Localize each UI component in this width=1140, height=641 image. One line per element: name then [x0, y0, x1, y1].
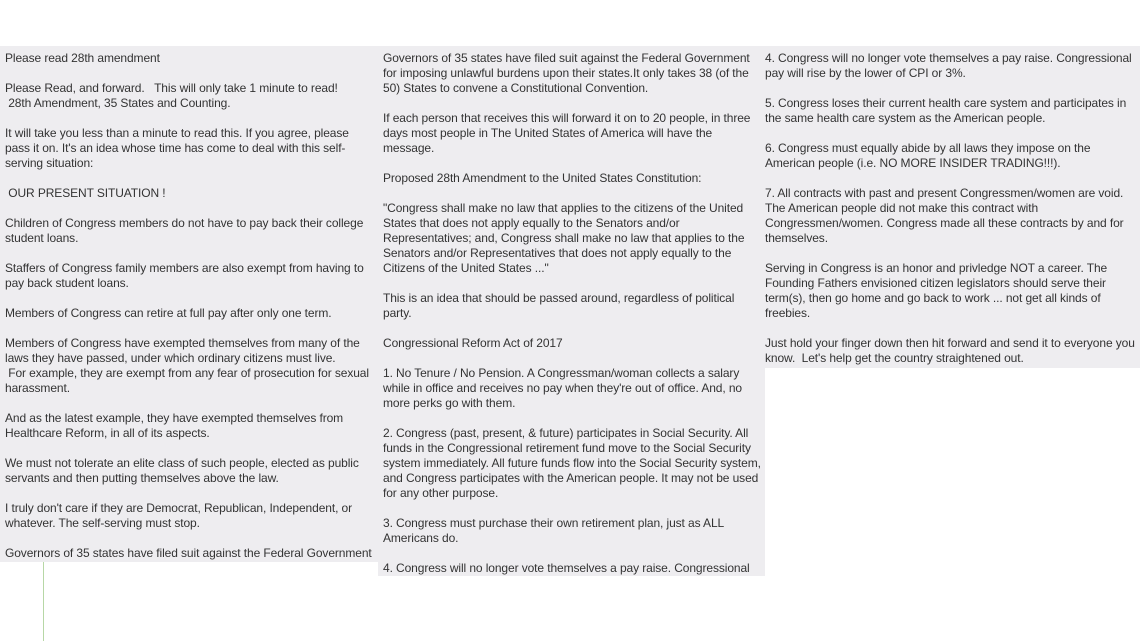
- text-column-2: [378, 46, 765, 576]
- list-item: 5. Congress loses their current health care system and participates in the same health care system as the American people.: [765, 96, 1130, 125]
- paragraph: Proposed 28th Amendment to the United States Constitution:: [383, 171, 702, 185]
- text-column-3: [760, 46, 1140, 368]
- list-item: 2. Congress (past, present, & future) participates in Social Security. All funds in the Congressional retirement fund move to the Social Security system immediately. All future funds flow into the Social Security system, and Congress participates with the American people. It may not be used for any other purpose.: [383, 426, 765, 500]
- list-item: 1. No Tenure / No Pension. A Congressman/woman collects a salary while in office and receives no pay when they're out of office. And, no more perks go with them.: [383, 366, 746, 410]
- paragraph: Governors of 35 states have filed suit against the Federal Government: [5, 546, 372, 560]
- paragraph: Staffers of Congress family members are also exempt from having to pay back student loans.: [5, 261, 367, 290]
- text-column-1: [0, 46, 378, 562]
- paragraph: Please read 28th amendment: [5, 51, 160, 65]
- paragraph: We must not tolerate an elite class of such people, elected as public servants and then putting themselves above the law.: [5, 456, 362, 485]
- list-item: 4. Congress will no longer vote themselves a pay raise. Congressional: [383, 561, 750, 575]
- paragraph: Members of Congress have exempted themselves from many of the laws they have passed, under which ordinary citizens must live. For example, they are exempt from any fear of prosecution for sexual harassment.: [5, 336, 369, 395]
- vertical-divider: [43, 562, 44, 641]
- paragraph: Governors of 35 states have filed suit against the Federal Government for imposing unlawful burdens upon their states.It only takes 38 (of the 50) States to convene a Constitutional Convention.: [383, 51, 753, 95]
- paragraph: Members of Congress can retire at full pay after only one term.: [5, 306, 332, 320]
- amendment-quote: "Congress shall make no law that applies to the citizens of the United States that does not apply equally to the Senators and/or Representatives; and, Congress shall make no law that applies to the Senators and/or Representatives that does not apply equally to the Citizens of the United States ...": [383, 201, 748, 275]
- section-heading: OUR PRESENT SITUATION !: [5, 186, 166, 200]
- paragraph: If each person that receives this will forward it on to 20 people, in three days most people in The United States of America will have the message.: [383, 111, 754, 155]
- paragraph: Children of Congress members do not have to pay back their college student loans.: [5, 216, 367, 245]
- paragraph: I truly don't care if they are Democrat, Republican, Independent, or whatever. The self-serving must stop.: [5, 501, 356, 530]
- paragraph: Serving in Congress is an honor and privledge NOT a career. The Founding Fathers envisioned citizen legislators should serve their term(s), then go home and go back to work ... not get all kinds of freebies.: [765, 261, 1111, 320]
- section-heading: Congressional Reform Act of 2017: [383, 336, 563, 350]
- list-item: 7. All contracts with past and present Congressmen/women are void. The American people did not make this contract with Congressmen/women. Congress made all these contracts by and for themselves.: [765, 186, 1127, 245]
- paragraph: This is an idea that should be passed around, regardless of political party.: [383, 291, 738, 320]
- list-item: 4. Congress will no longer vote themselves a pay raise. Congressional pay will rise by the lower of CPI or 3%.: [765, 51, 1135, 80]
- paragraph: And as the latest example, they have exempted themselves from Healthcare Reform, in all of its aspects.: [5, 411, 347, 440]
- list-item: 3. Congress must purchase their own retirement plan, just as ALL Americans do.: [383, 516, 727, 545]
- list-item: 6. Congress must equally abide by all laws they impose on the American people (i.e. NO MORE INSIDER TRADING!!!).: [765, 141, 1093, 170]
- paragraph: Just hold your finger down then hit forward and send it to everyone you know. Let's help get the country straightened out.: [765, 336, 1139, 365]
- paragraph: Please Read, and forward. This will only take 1 minute to read! 28th Amendment, 35 States and Counting.: [5, 81, 338, 110]
- paragraph: It will take you less than a minute to read this. If you agree, please pass it on. It's an idea whose time has come to deal with this self-serving situation:: [5, 126, 353, 170]
